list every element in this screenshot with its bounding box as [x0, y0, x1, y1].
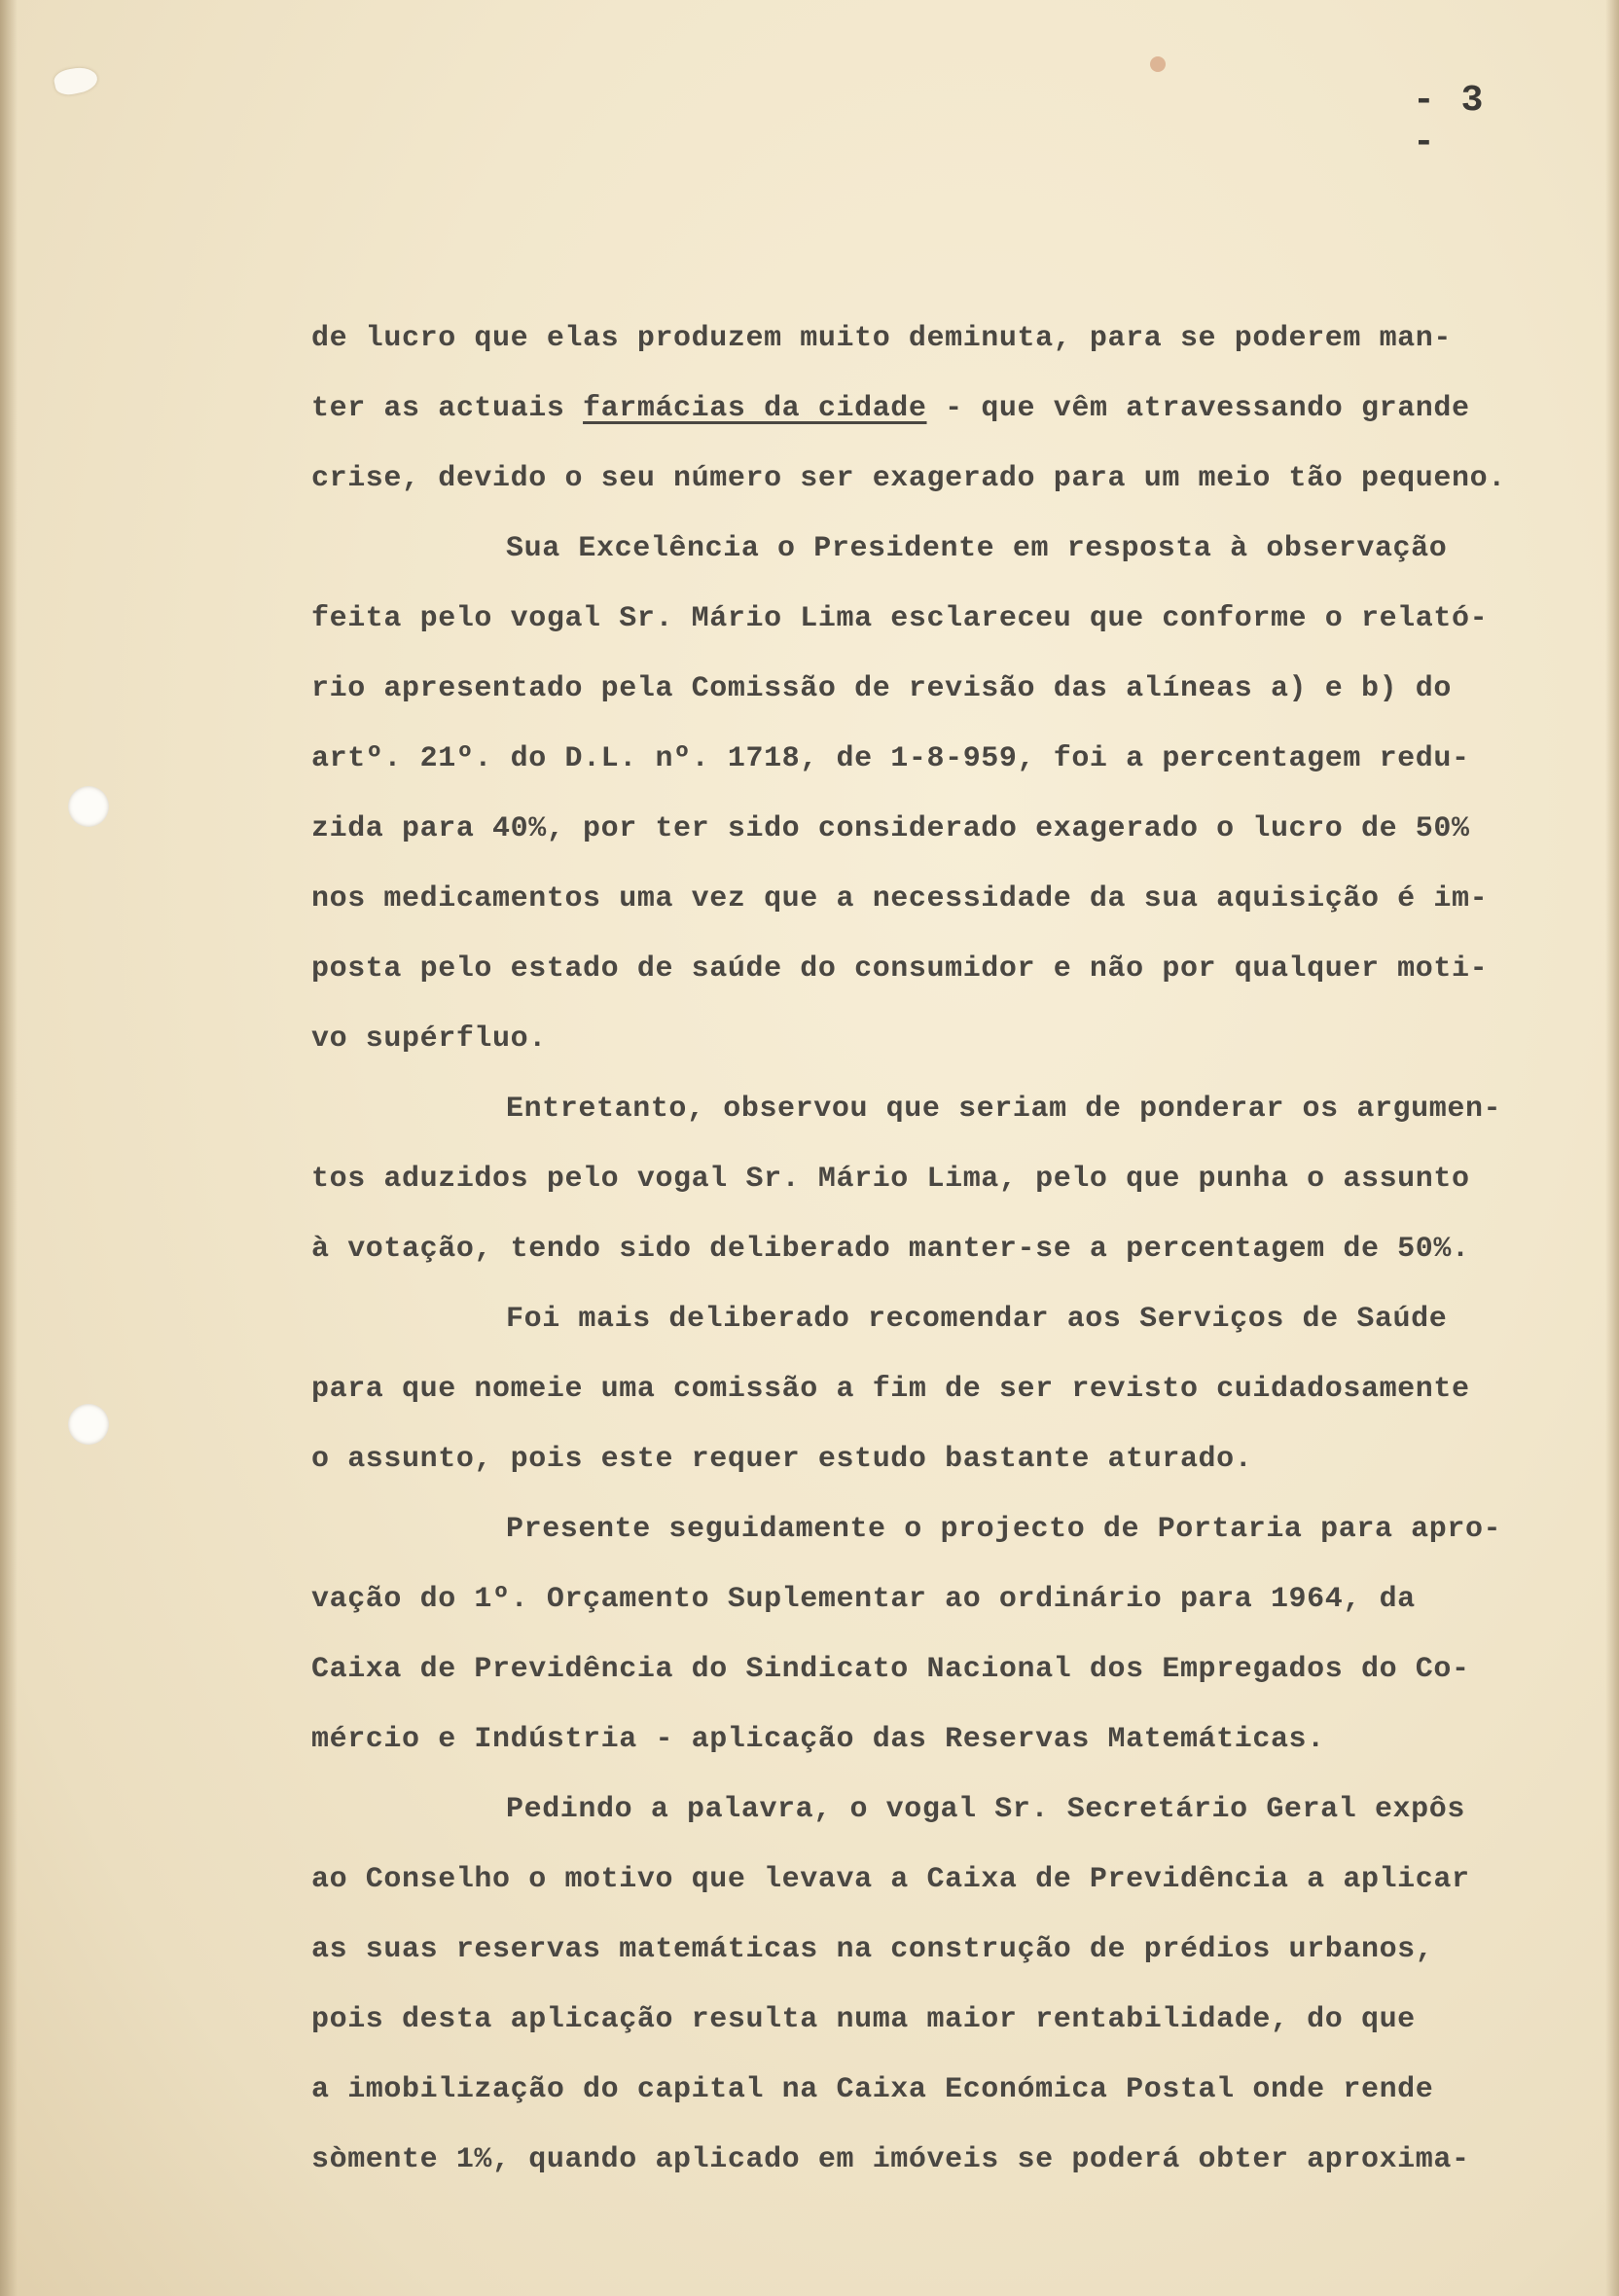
text-line: para que nomeie uma comissão a fim de ser revisto cuidadosamente: [311, 1373, 1470, 1406]
text-line: ao Conselho o motivo que levava a Caixa de Previdência a aplicar: [311, 1863, 1470, 1896]
underlined-phrase: farmácias da cidade: [583, 392, 927, 425]
text-line: Caixa de Previdência do Sindicato Nacional dos Empregados do Co-: [311, 1653, 1470, 1686]
text-line: vação do 1º. Orçamento Suplementar ao ordinário para 1964, da: [311, 1583, 1416, 1616]
text-line: rio apresentado pela Comissão de revisão das alíneas a) e b) do: [311, 672, 1452, 705]
text-segment: ter as actuais: [311, 392, 584, 425]
text-segment: - que vêm atravessando grande: [926, 392, 1470, 425]
paragraph-first-line: Presente seguidamente o projecto de Portaria para apro-: [506, 1513, 1502, 1546]
text-line: à votação, tendo sido deliberado manter-se a percentagem de 50%.: [311, 1233, 1470, 1266]
punch-hole-top: [68, 786, 109, 827]
document-body: [311, 304, 1576, 2195]
punch-hole-bottom: [68, 1404, 109, 1445]
paragraph-first-line: Pedindo a palavra, o vogal Sr. Secretário Geral expôs: [506, 1793, 1465, 1826]
text-line: o assunto, pois este requer estudo bastante aturado.: [311, 1443, 1253, 1476]
page-number: - 3 -: [1413, 80, 1486, 163]
text-line: pois desta aplicação resulta numa maior rentabilidade, do que: [311, 2003, 1416, 2036]
text-line: vo supérfluo.: [311, 1022, 547, 1056]
text-line: crise, devido o seu número ser exagerado para um meio tão pequeno.: [311, 462, 1506, 495]
text-line: [311, 374, 1576, 444]
text-line: tos aduzidos pelo vogal Sr. Mário Lima, pelo que punha o assunto: [311, 1163, 1470, 1196]
text-line: zida para 40%, por ter sido considerado exagerado o lucro de 50%: [311, 812, 1470, 845]
paragraph-first-line: Sua Excelência o Presidente em resposta à observação: [506, 532, 1448, 565]
text-line: a imobilização do capital na Caixa Económica Postal onde rende: [311, 2073, 1434, 2106]
torn-corner: [53, 64, 99, 98]
paragraph-first-line: Foi mais deliberado recomendar aos Serviços de Saúde: [506, 1303, 1448, 1336]
text-line: as suas reservas matemáticas na construção de prédios urbanos,: [311, 1933, 1434, 1966]
text-line: posta pelo estado de saúde do consumidor e não por qualquer moti-: [311, 952, 1489, 986]
text-line: de lucro que elas produzem muito deminuta, para se poderem man-: [311, 322, 1452, 355]
paper-edge-left: [0, 0, 18, 2296]
paragraph-first-line: Entretanto, observou que seriam de ponderar os argumen-: [506, 1093, 1502, 1126]
text-line: sòmente 1%, quando aplicado em imóveis se poderá obter aproxima-: [311, 2143, 1470, 2176]
text-line: feita pelo vogal Sr. Mário Lima esclareceu que conforme o relató-: [311, 602, 1489, 635]
paper-edge-right: [1605, 0, 1619, 2296]
paper-stain: [1150, 56, 1166, 72]
text-line: nos medicamentos uma vez que a necessidade da sua aquisição é im-: [311, 882, 1489, 915]
text-line: artº. 21º. do D.L. nº. 1718, de 1-8-959, foi a percentagem redu-: [311, 742, 1470, 775]
text-line: mércio e Indústria - aplicação das Reservas Matemáticas.: [311, 1723, 1325, 1756]
